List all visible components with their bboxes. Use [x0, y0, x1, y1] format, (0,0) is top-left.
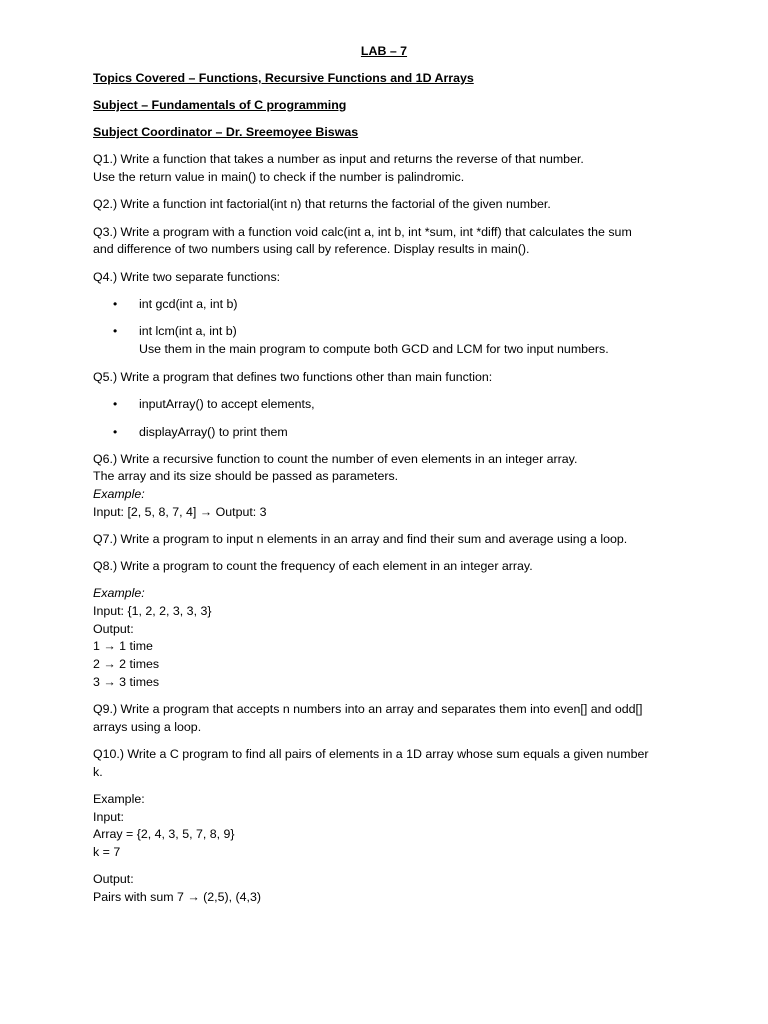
q9-text-cont: arrays using a loop.	[93, 720, 202, 734]
q3-text: Q3.) Write a program with a function void calc(int a, int b, int *sum, int *diff) that calculates the sum	[93, 225, 632, 239]
q10-input-label: Input:	[93, 810, 125, 824]
lab-title: LAB – 7	[360, 44, 408, 58]
q6-example: Input: [2, 5, 8, 7, 4] → Output: 3	[93, 505, 267, 519]
q8-output-line: 3 → 3 times	[93, 675, 160, 689]
q10-array: Array = {2, 4, 3, 5, 7, 8, 9}	[93, 827, 235, 841]
bullet-point: •	[113, 397, 118, 411]
q10-k-value: k = 7	[93, 845, 121, 859]
subject-line: Subject – Fundamentals of C programming	[93, 98, 347, 112]
subject-coordinator: Subject Coordinator – Dr. Sreemoyee Biswas	[93, 125, 359, 139]
q4-bullet-gcd: int gcd(int a, int b)	[139, 297, 238, 311]
q8-input: Input: {1, 2, 2, 3, 3, 3}	[93, 604, 212, 618]
bullet-point: •	[113, 324, 118, 338]
bullet-point: •	[113, 425, 118, 439]
topics-covered: Topics Covered – Functions, Recursive Functions and 1D Arrays	[93, 71, 474, 85]
q10-output-label: Output:	[93, 872, 134, 886]
q8-output-line: 2 → 2 times	[93, 657, 160, 671]
q10-text-cont: k.	[93, 765, 103, 779]
q8-text: Q8.) Write a program to count the frequency of each element in an integer array.	[93, 559, 533, 573]
q10-example-label: Example:	[93, 792, 145, 806]
q9-text: Q9.) Write a program that accepts n numbers into an array and separates them into even[] and odd[]	[93, 702, 643, 716]
q5-bullet-input: inputArray() to accept elements,	[139, 397, 315, 411]
q5-bullet-display: displayArray() to print them	[139, 425, 288, 439]
q4-note: Use them in the main program to compute both GCD and LCM for two input numbers.	[139, 342, 609, 356]
q6-example-label: Example:	[93, 487, 145, 501]
q8-output-label: Output:	[93, 622, 134, 636]
q5-text: Q5.) Write a program that defines two functions other than main function:	[93, 370, 493, 384]
bullet-point: •	[113, 297, 118, 311]
q8-output-line: 1 → 1 time	[93, 639, 153, 653]
q6-text: Q6.) Write a recursive function to count the number of even elements in an integer array.	[93, 452, 578, 466]
q4-bullet-lcm: int lcm(int a, int b)	[139, 324, 237, 338]
q6-text-cont: The array and its size should be passed as parameters.	[93, 469, 399, 483]
q10-result: Pairs with sum 7 → (2,5), (4,3)	[93, 890, 262, 904]
q8-example-label: Example:	[93, 586, 145, 600]
q1-text: Q1.) Write a function that takes a number as input and returns the reverse of that number.	[93, 152, 584, 166]
q1-text-cont: Use the return value in main() to check if the number is palindromic.	[93, 170, 465, 184]
q10-text: Q10.) Write a C program to find all pairs of elements in a 1D array whose sum equals a given number	[93, 747, 649, 761]
q2-text: Q2.) Write a function int factorial(int n) that returns the factorial of the given number.	[93, 197, 551, 211]
q3-text-cont: and difference of two numbers using call by reference. Display results in main().	[93, 242, 530, 256]
q7-text: Q7.) Write a program to input n elements in an array and find their sum and average using a loop.	[93, 532, 628, 546]
q4-text: Q4.) Write two separate functions:	[93, 270, 281, 284]
